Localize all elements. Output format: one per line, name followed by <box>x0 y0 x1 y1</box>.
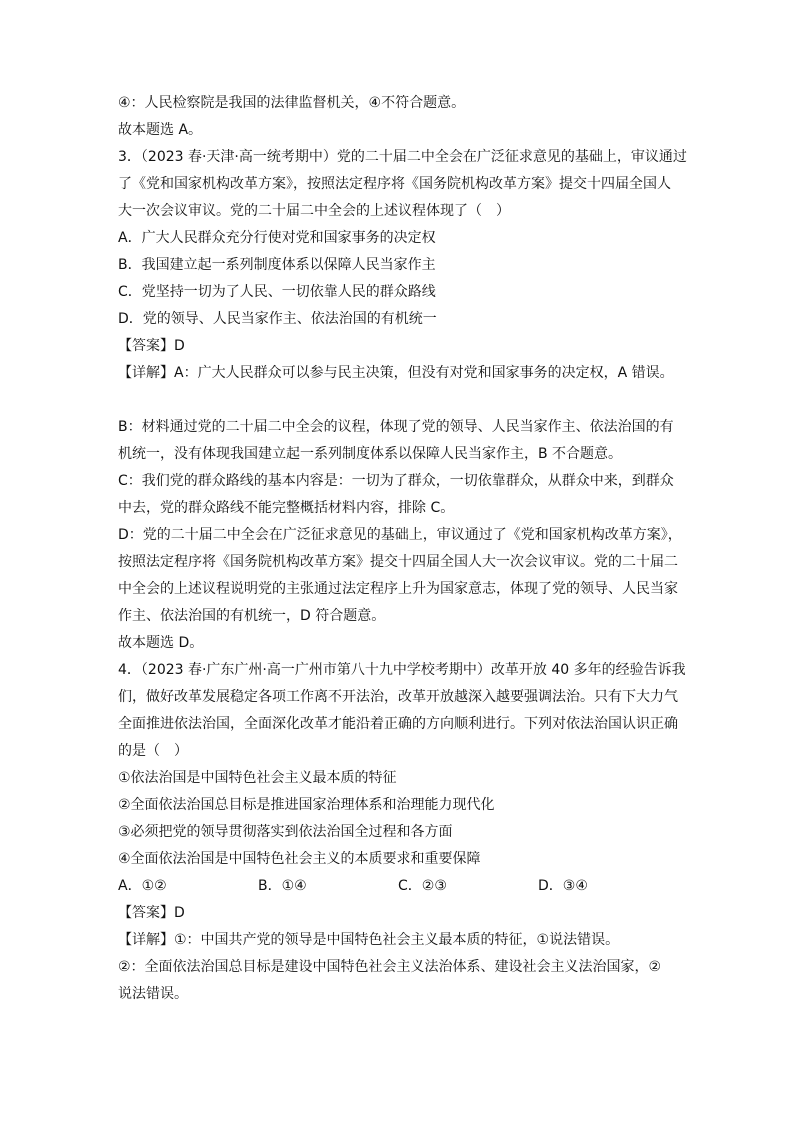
q4-stem-line: 4．（2023 春·广东广州·高一广州市第八十九中学校考期中）改革开放 40 多年的经验告诉我 <box>118 662 686 678</box>
q3-stem-line: 了《党和国家机构改革方案》，按照法定程序将《国务院机构改革方案》提交十四届全国人 <box>118 176 671 192</box>
q4-option-d: D．③④ <box>538 878 588 894</box>
q3-stem-line: 大一次会议审议。党的二十届二中全会的上述议程体现了（ ） <box>118 203 510 219</box>
q2-conclusion: 故本题选 A。 <box>118 122 203 138</box>
q3-detail-c-line: 中去，党的群众路线不能完整概括材料内容，排除 C。 <box>118 500 455 516</box>
q4-detail-2-line: ②：全面依法治国总目标是建设中国特色社会主义法治体系、建设社会主义法治国家，② <box>118 959 662 975</box>
q3-option-b: B．我国建立起一系列制度体系以保障人民当家作主 <box>118 257 436 273</box>
q3-detail-d-line: 中全会的上述议程说明党的主张通过法定程序上升为国家意志，体现了党的领导、人民当家 <box>118 581 678 597</box>
q3-detail-c-line: C：我们党的群众路线的基本内容是：一切为了群众，一切依靠群众，从群众中来，到群众 <box>118 473 674 489</box>
q4-statement-3: ③必须把党的领导贯彻落实到依法治国全过程和各方面 <box>118 824 453 840</box>
q4-stem-line: 们，做好改革发展稳定各项工作离不开法治，改革开放越深入越要强调法治。只有下大力气 <box>118 689 678 705</box>
q3-detail-d-line: D：党的二十届二中全会在广泛征求意见的基础上，审议通过了《党和国家机构改革方案》， <box>118 527 682 543</box>
q4-option-a: A．①② <box>118 878 167 894</box>
q3-conclusion: 故本题选 D。 <box>118 635 204 651</box>
q4-stem-line: 全面推进依法治国，全面深化改革才能沿着正确的方向顺利进行。下列对依法治国认识正确 <box>118 716 678 732</box>
q3-option-c: C．党坚持一切为了人民、一切依靠人民的群众路线 <box>118 284 436 300</box>
q4-detail-2-line: 说法错误。 <box>118 986 188 1002</box>
document-page <box>118 90 687 1008</box>
blank-line <box>118 387 678 414</box>
q4-answer: 【答案】D <box>118 905 185 921</box>
q3-detail-b-line: B：材料通过党的二十届二中全会的议程，体现了党的领导、人民当家作主、依法治国的有 <box>118 419 674 435</box>
q2-statement-4-explanation: ④：人民检察院是我国的法律监督机关，④不符合题意。 <box>118 95 466 111</box>
q3-stem-line: 3．（2023 春·天津·高一统考期中）党的二十届二中全会在广泛征求意见的基础上，审议通过 <box>118 149 687 165</box>
q3-option-a: A．广大人民群众充分行使对党和国家事务的决定权 <box>118 230 436 246</box>
q4-statement-1: ①依法治国是中国特色社会主义最本质的特征 <box>118 770 397 786</box>
q3-answer: 【答案】D <box>118 338 185 354</box>
q3-detail-d-line: 按照法定程序将《国务院机构改革方案》提交十四届全国人大一次会议审议。党的二十届二 <box>118 554 678 570</box>
q4-options-row <box>118 873 678 900</box>
q4-statement-2: ②全面依法治国总目标是推进国家治理体系和治理能力现代化 <box>118 797 495 813</box>
q4-stem-line: 的是（ ） <box>118 743 188 759</box>
q4-option-c: C．②③ <box>398 878 447 894</box>
q3-detail-a: 【详解】A：广大人民群众可以参与民主决策，但没有对党和国家事务的决定权，A 错误。 <box>118 365 674 381</box>
q3-option-d: D．党的领导、人民当家作主、依法治国的有机统一 <box>118 311 437 327</box>
q4-statement-4: ④全面依法治国是中国特色社会主义的本质要求和重要保障 <box>118 851 481 867</box>
q4-option-b: B．①④ <box>258 878 307 894</box>
q3-detail-b-line: 机统一，没有体现我国建立起一系列制度体系以保障人民当家作主，B 不合题意。 <box>118 446 623 462</box>
q3-detail-d-line: 作主、依法治国的有机统一，D 符合题意。 <box>118 608 386 624</box>
q4-detail-1: 【详解】①：中国共产党的领导是中国特色社会主义最本质的特征，①说法错误。 <box>118 932 620 948</box>
